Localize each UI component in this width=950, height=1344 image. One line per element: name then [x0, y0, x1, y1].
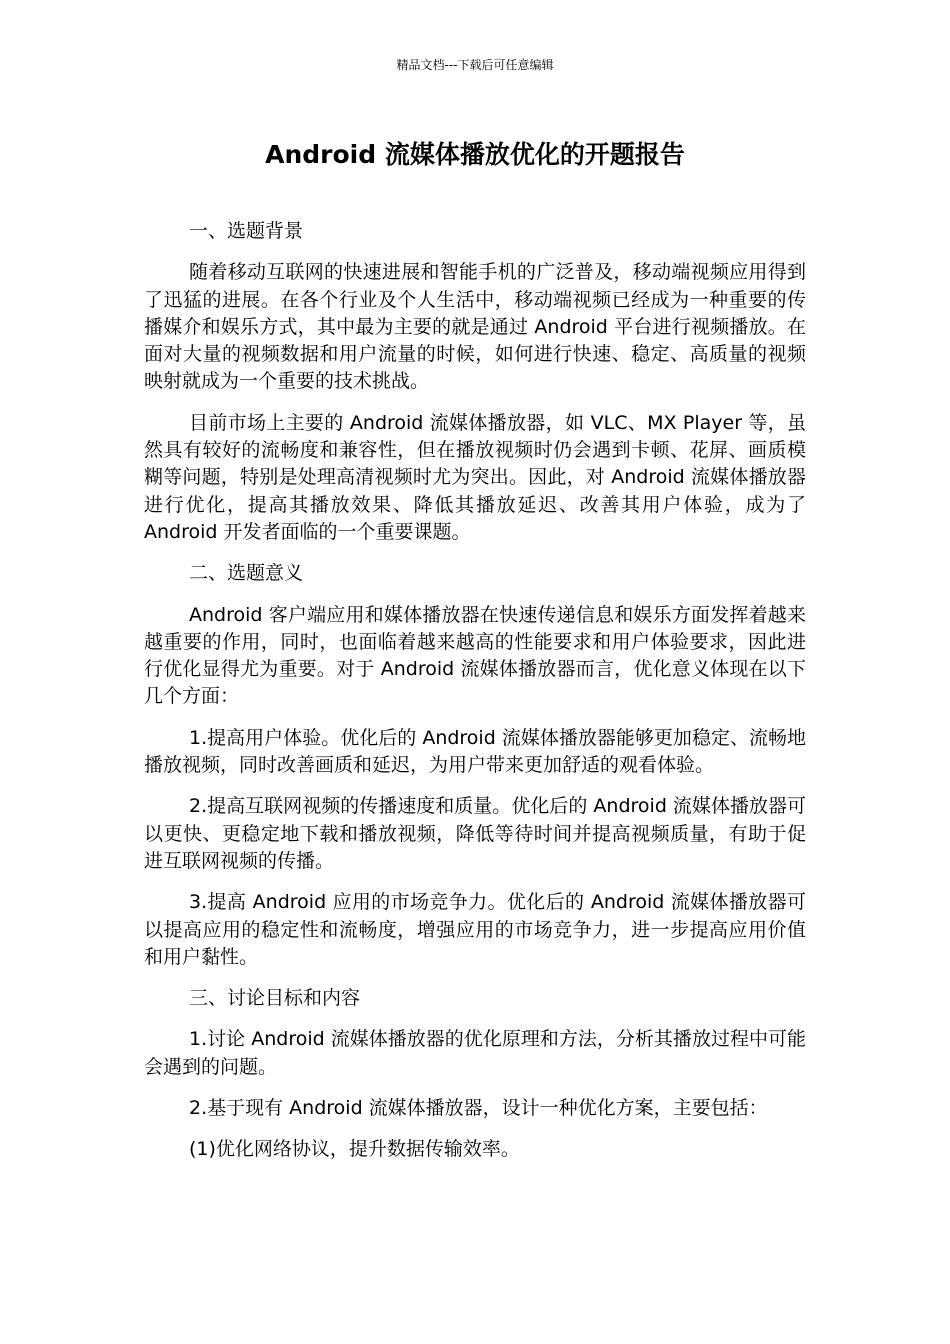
- paragraph-background-1: 随着移动互联网的快速进展和智能手机的广泛普及，移动端视频应用得到了迅猛的进展。在各个行业及个人生活中，移动端视频已经成为一种重要的传播媒介和娱乐方式，其中最为主要的就是通过 Android 平台进行视频播放。在面对大量的视频数据和用户流量的时候，如何进行快速、稳定、高质量的视频映射就成为一个重要的技术挑战。: [144, 261, 806, 393]
- section-heading-goals: 三、讨论目标和内容: [189, 987, 361, 1010]
- document-body: [144, 218, 806, 1178]
- list-item-significance-1: 1.提高用户体验。优化后的 Android 流媒体播放器能够更加稳定、流畅地播放视频，同时改善画质和延迟，为用户带来更加舒适的观看体验。: [144, 726, 806, 777]
- paragraph-background-2: 目前市场上主要的 Android 流媒体播放器，如 VLC、MX Player 等，虽然具有较好的流畅度和兼容性，但在播放视频时仍会遇到卡顿、花屏、画质模糊等问题，特别是处理高清视频时尤为突出。因此，对 Android 流媒体播放器进行优化，提高其播放效果、降低其播放延迟、改善其用户体验，成为了 Android 开发者面临的一个重要课题。: [144, 411, 806, 543]
- list-item-significance-3: 3.提高 Android 应用的市场竞争力。优化后的 Android 流媒体播放器可以提高应用的稳定性和流畅度，增强应用的市场竞争力，进一步提高应用价值和用户黏性。: [144, 891, 806, 968]
- document-title: Android 流媒体播放优化的开题报告: [265, 140, 685, 169]
- list-item-goals-2: 2.基于现有 Android 流媒体播放器，设计一种优化方案，主要包括：: [189, 1097, 768, 1120]
- section-heading-background: 一、选题背景: [189, 220, 304, 242]
- page-header: 精品文档---下载后可任意编辑: [396, 58, 554, 72]
- paragraph-significance-intro: Android 客户端应用和媒体播放器在快速传递信息和娱乐方面发挥着越来越重要的作用，同时，也面临着越来越高的性能要求和用户体验要求，因此进行优化显得尤为重要。对于 Android 流媒体播放器而言，优化意义体现在以下几个方面：: [144, 603, 806, 708]
- sub-item-goals-2-1: (1)优化网络协议，提升数据传输效率。: [189, 1138, 520, 1161]
- section-heading-significance: 二、选题意义: [189, 562, 304, 585]
- list-item-goals-1: 1.讨论 Android 流媒体播放器的优化原理和方法，分析其播放过程中可能会遇到的问题。: [144, 1028, 806, 1078]
- list-item-significance-2: 2.提高互联网视频的传播速度和质量。优化后的 Android 流媒体播放器可以更快、更稳定地下载和播放视频，降低等待时间并提高视频质量，有助于促进互联网视频的传播。: [144, 795, 806, 872]
